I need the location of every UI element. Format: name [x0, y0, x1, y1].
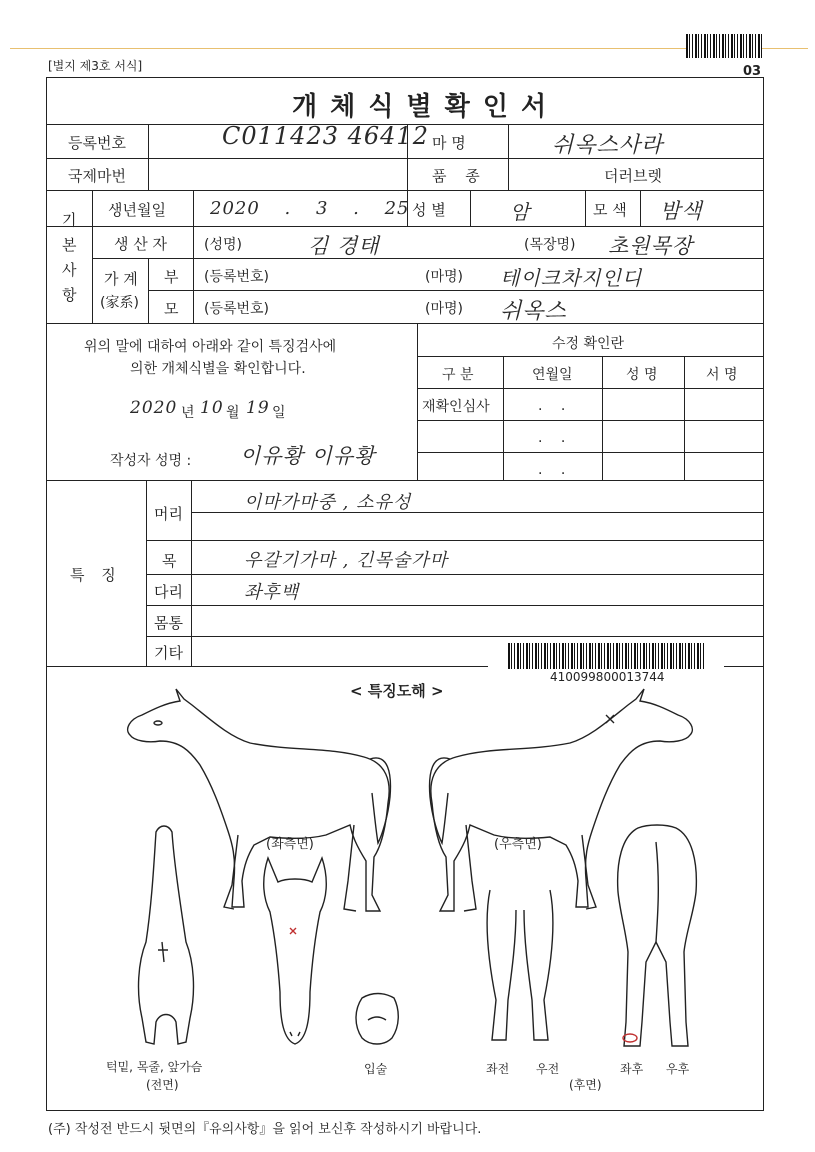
family-label: 가 계 [104, 270, 138, 288]
confirm-statement-1: 위의 말에 대하여 아래와 같이 특징검사에 [84, 339, 337, 355]
lips-icon [352, 990, 402, 1050]
dam-name-value: 쉬옥스 [500, 299, 567, 324]
front-caption: (전면) [146, 1078, 179, 1092]
farm-label: (목장명) [524, 237, 576, 253]
top-barcode [686, 34, 762, 58]
head-label: 머리 [154, 505, 183, 523]
family-hanja: (家系) [100, 295, 139, 311]
revision-row-2-date: . . [538, 430, 566, 446]
barcode [508, 643, 706, 669]
hind-left-caption: 좌후 [620, 1062, 644, 1076]
confirm-day-label: 일 [272, 405, 286, 421]
lips-caption: 입술 [364, 1062, 388, 1076]
neck-value: 우갈기가마 , 긴목술가마 [244, 550, 449, 571]
color-label: 모 색 [593, 201, 627, 219]
dam-name-label: (마명) [425, 301, 463, 317]
page-title: 개 체 식 별 확 인 서 [292, 92, 549, 122]
confirm-year-label: 년 [181, 405, 195, 421]
reg-no-value: C011423 46412 [222, 122, 429, 150]
front-right-caption: 우전 [536, 1062, 560, 1076]
rear-caption: (후면) [569, 1078, 602, 1092]
color-value: 밤색 [660, 199, 703, 223]
revision-row-1-type: 재확인심사 [422, 399, 490, 415]
front-chest-icon [120, 822, 210, 1052]
breed-value: 더러브렛 [604, 167, 662, 185]
barcode-number: 410099800013744 [550, 670, 665, 684]
form-number: [별지 제3호 서식] [48, 59, 143, 73]
revision-title: 수정 확인란 [552, 336, 625, 352]
chest-caption: 턱밑, 목줄, 앞가슴 [106, 1060, 203, 1074]
basic-section-label: 기본사항 [62, 211, 77, 304]
sire-name-label: (마명) [425, 269, 463, 285]
sex-value: 암 [510, 200, 531, 224]
confirm-year: 2020 [130, 398, 178, 418]
horse-name-value: 쉬옥스사라 [552, 133, 664, 158]
confirm-month: 10 [200, 398, 224, 418]
revision-header-name: 성 명 [626, 367, 658, 383]
confirm-month-label: 월 [226, 405, 240, 421]
revision-header-date: 연월일 [532, 367, 573, 383]
sire-label: 부 [164, 268, 179, 286]
footer-note: (주) 작성전 반드시 뒷면의『유의사항』을 읽어 보신후 작성하시기 바랍니다. [48, 1122, 482, 1137]
writer-signature: 이유황 이유황 [240, 444, 376, 468]
birth-label: 생년월일 [108, 201, 166, 219]
revision-row-3-date: . . [538, 462, 566, 478]
revision-header-sign: 서 명 [706, 367, 738, 383]
right-side-caption: (우측면) [494, 837, 542, 852]
neck-label: 목 [162, 552, 177, 570]
sex-label: 성 별 [412, 201, 446, 219]
body-label: 몸통 [154, 614, 183, 632]
page-number: 03 [743, 64, 762, 79]
breed-label: 품 종 [432, 167, 480, 185]
revision-header-type: 구 분 [442, 367, 474, 383]
sire-reg-label: (등록번호) [204, 269, 270, 285]
features-section-label: 특 징 [70, 566, 116, 584]
producer-name-label: (성명) [204, 237, 242, 253]
left-side-caption: (좌측면) [266, 837, 314, 852]
legs-value: 좌후백 [244, 582, 300, 603]
dam-reg-label: (등록번호) [204, 301, 270, 317]
farm-value: 초원목장 [608, 234, 694, 258]
producer-label: 생 산 자 [114, 235, 168, 253]
front-left-caption: 좌전 [486, 1062, 510, 1076]
other-label: 기타 [154, 644, 183, 662]
horse-name-label: 마 명 [432, 134, 466, 152]
producer-name-value: 김 경태 [308, 234, 380, 258]
head-front-icon [250, 852, 340, 1052]
sire-name-value: 테이크차지인디 [500, 266, 643, 290]
reg-no-label: 등록번호 [68, 134, 126, 152]
rear-legs-icon [608, 822, 708, 1052]
intl-no-label: 국제마번 [68, 167, 126, 185]
confirm-statement-2: 의한 개체식별을 확인합니다. [130, 361, 306, 377]
dam-label: 모 [164, 300, 179, 318]
diagram-title: < 특징도해 > [350, 682, 444, 700]
front-legs-icon [470, 880, 570, 1050]
legs-label: 다리 [154, 583, 183, 601]
writer-label: 작성자 성명 : [110, 453, 192, 469]
confirm-day: 19 [246, 398, 270, 418]
hind-right-caption: 우후 [666, 1062, 690, 1076]
birth-value: 2020 . 3 . 25 [210, 198, 410, 219]
head-value: 이마가마중 , 소유성 [244, 492, 412, 513]
revision-row-1-date: . . [538, 398, 566, 414]
